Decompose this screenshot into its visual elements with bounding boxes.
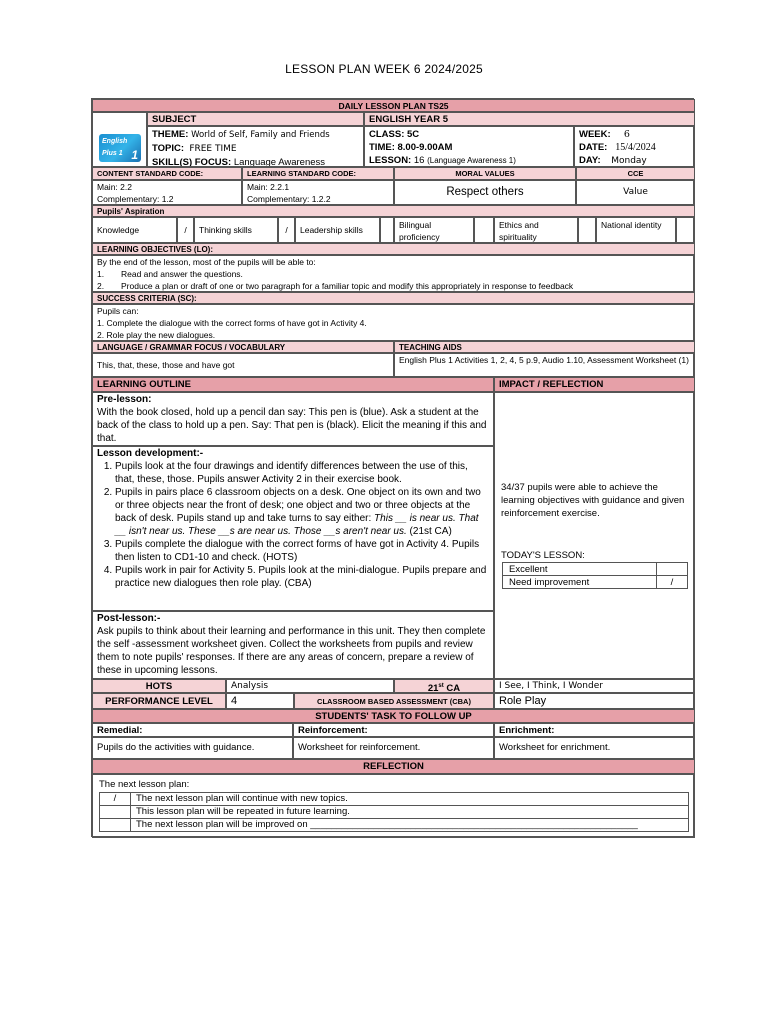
aspiration-ethics-mark — [578, 217, 596, 243]
aspiration-national: National identity — [596, 217, 676, 243]
aspiration-knowledge-mark: / — [177, 217, 194, 243]
aspiration-leadership-mark — [380, 217, 394, 243]
impact-header: IMPACT / REFLECTION — [494, 377, 695, 392]
cce-value: Value — [576, 180, 695, 205]
content-standard-cell — [92, 180, 242, 205]
aids-value: English Plus 1 Activities 1, 2, 4, 5 p.9, Audio 1.10, Assessment Worksheet (1) — [394, 353, 695, 377]
success-1: 1. Complete the dialogue with the correct forms of have got in Activity 4. — [97, 318, 367, 328]
learning-standard-header: LEARNING STANDARD CODE: — [242, 167, 394, 180]
reinforcement-text: Worksheet for reinforcement. — [293, 737, 494, 759]
reflection-header: REFLECTION — [92, 759, 695, 774]
success-intro: Pupils can: — [97, 306, 139, 316]
objectives-cell: By the end of the lesson, most of the pupils will be able to: 1. Read and answer the questions. 2. Produce a plan or draft of one or two paragraph for a familiar topic and modify this appropriately in response to feedback — [92, 255, 695, 292]
reflection-row-3: The next lesson plan will be improved on ______________________________________________________________ — [130, 818, 689, 832]
date-value: 15/4/2024 — [615, 142, 656, 153]
pre-lesson-cell — [92, 392, 494, 446]
aspiration-thinking: Thinking skills — [194, 217, 278, 243]
aids-header: TEACHING AIDS — [394, 341, 695, 353]
content-main: Main: 2.2 — [97, 182, 132, 192]
today-need-improvement-mark: / — [656, 575, 688, 589]
content-comp: Complementary: 1.2 — [97, 194, 174, 204]
post-lesson-title: Post-lesson:- — [97, 613, 161, 624]
aspiration-bilingual: Bilingual proficiency — [394, 217, 474, 243]
performance-value: 4 — [226, 693, 294, 709]
topic-value: FREE TIME — [189, 144, 237, 154]
class-time-cell: CLASS: 5C TIME: 8.00-9.00AM LESSON: 16 (Language Awareness 1) — [364, 126, 574, 167]
aspiration-ethics: Ethics and spirituality — [494, 217, 578, 243]
reflection-mark-2 — [99, 805, 131, 819]
moral-values-header: MORAL VALUES — [394, 167, 576, 180]
aspiration-leadership: Leadership skills — [295, 217, 380, 243]
lesson-development-title: Lesson development:- — [97, 448, 204, 459]
reflection-mark-1: / — [99, 792, 131, 806]
today-excellent-mark — [656, 562, 688, 576]
objectives-intro: By the end of the lesson, most of the pupils will be able to: — [97, 257, 316, 267]
reflection-row-2: This lesson plan will be repeated in future learning. — [130, 805, 689, 819]
reinforcement-label: Reinforcement: — [293, 723, 494, 737]
objective-1: Read and answer the questions. — [121, 269, 243, 279]
dev-step-3: 3. Pupils complete the dialogue with the correct forms of have got in Activity 4. Pupils then listen to CD1-10 and check. (HOTS) — [115, 538, 489, 564]
lesson-detail: (Language Awareness 1) — [427, 156, 516, 165]
subject-value: ENGLISH YEAR 5 — [364, 112, 695, 126]
lesson-plan-table — [91, 98, 694, 837]
lesson-development-cell — [92, 446, 494, 611]
time-label: TIME: 8.00-9.00AM — [369, 142, 453, 153]
week-value: 6 — [623, 129, 630, 140]
cce-header: CCE — [576, 167, 695, 180]
cba-value: Role Play — [494, 693, 695, 709]
enrichment-label: Enrichment: — [494, 723, 695, 737]
document-title: LESSON PLAN WEEK 6 2024/2025 — [285, 62, 483, 76]
reflection-row-1: The next lesson plan will continue with new topics. — [130, 792, 689, 806]
tasks-header: STUDENTS' TASK TO FOLLOW UP — [92, 709, 695, 723]
dev-step-1: 1. Pupils look at the four drawings and identify differences between the use of this, that, these, those. Pupils answer Activity 2 in their exercise book. — [115, 460, 489, 486]
logo-text: English Plus 1 — [102, 138, 128, 157]
week-date-cell: WEEK: 6 DATE: 15/4/2024 DAY: Monday — [574, 126, 695, 167]
pre-lesson-title: Pre-lesson: — [97, 394, 152, 405]
class-label: CLASS: 5C — [369, 129, 420, 140]
aspiration-header: Pupils' Aspiration — [92, 205, 695, 217]
learning-standard-cell — [242, 180, 394, 205]
reflection-mark-3 — [99, 818, 131, 832]
performance-label: PERFORMANCE LEVEL — [92, 693, 226, 709]
hots-value: Analysis — [226, 679, 394, 693]
dev-step-2: 2. Pupils in pairs place 6 classroom objects on a desk. One object on its own and two or three objects near the front of desk; one object and two or three objects at the back of desk. Pupils stand up and take turns to say either: This __ is near us. That __ isn't near us. These __s are near us. Those __s aren't near us. (21st CA) — [115, 486, 489, 538]
reflection-intro: The next lesson plan: — [99, 779, 190, 790]
content-standard-header: CONTENT STANDARD CODE: — [92, 167, 242, 180]
post-lesson-cell — [92, 611, 494, 679]
lesson-number: 16 — [413, 155, 425, 166]
day-value: Monday — [611, 156, 647, 166]
aspiration-thinking-mark: / — [278, 217, 295, 243]
language-header: LANGUAGE / GRAMMAR FOCUS / VOCABULARY — [92, 341, 394, 353]
ca-value: I See, I Think, I Wonder — [494, 679, 695, 693]
reflection-cell — [92, 774, 695, 838]
dev-step-4: 4. Pupils work in pair for Activity 5. Pupils look at the mini-dialogue. Pupils prepare and practice new dialogues then role play. (CBA) — [115, 564, 489, 590]
enrichment-text: Worksheet for enrichment. — [494, 737, 695, 759]
today-lesson-label: TODAY'S LESSON: — [501, 550, 585, 561]
objectives-header: LEARNING OBJECTIVES (LO): — [92, 243, 695, 255]
pre-lesson-text: With the book closed, hold up a pencil dan say: This pen is (blue). Ask a student at the back of the class to hold up a pen. Say: That pen is (black). Elicit the meaning if this and that. — [97, 407, 487, 444]
success-cell — [92, 304, 695, 341]
subject-label: SUBJECT — [147, 112, 364, 126]
remedial-text: Pupils do the activities with guidance. — [92, 737, 293, 759]
english-plus-logo: English Plus 1 1 — [99, 134, 141, 162]
objective-2: Produce a plan or draft of one or two paragraph for a familiar topic and modify this appropriately in response to feedback — [121, 281, 574, 291]
today-excellent: Excellent — [502, 562, 657, 576]
learning-main: Main: 2.2.1 — [247, 182, 290, 192]
theme-topic-cell: THEME: World of Self, Family and Friends TOPIC: FREE TIME SKILL(S) FOCUS: Language Awareness — [147, 126, 364, 167]
outline-header: LEARNING OUTLINE — [92, 377, 494, 392]
learning-comp: Complementary: 1.2.2 — [247, 194, 331, 204]
impact-cell — [494, 392, 695, 679]
aspiration-knowledge: Knowledge — [92, 217, 177, 243]
remedial-label: Remedial: — [92, 723, 293, 737]
today-need-improvement: Need improvement — [502, 575, 657, 589]
language-value: This, that, these, those and have got — [92, 353, 394, 377]
success-header: SUCCESS CRITERIA (SC): — [92, 292, 695, 304]
cba-label: CLASSROOM BASED ASSESSMENT (CBA) — [294, 693, 494, 709]
aspiration-bilingual-mark — [474, 217, 494, 243]
post-lesson-text: Ask pupils to think about their learning and performance in this unit. They then complete the self -assessment worksheet given. Collect the worksheets from pupils and review them to note pupils' responses. If there are any areas of concern, prepare a review of these in upcoming lessons. — [97, 626, 486, 676]
skill-value: Language Awareness — [233, 157, 326, 167]
ca-label: 21st CA — [394, 679, 494, 693]
daily-plan-header: DAILY LESSON PLAN TS25 — [92, 99, 695, 112]
impact-text: 34/37 pupils were able to achieve the learning objectives with guidance and given reinforcement exercise. — [501, 482, 685, 519]
theme-value: World of Self, Family and Friends — [191, 130, 330, 140]
aspiration-national-mark — [676, 217, 695, 243]
logo-cell — [92, 112, 147, 167]
success-2: 2. Role play the new dialogues. — [97, 330, 216, 340]
hots-label: HOTS — [92, 679, 226, 693]
moral-value: Respect others — [394, 180, 576, 205]
